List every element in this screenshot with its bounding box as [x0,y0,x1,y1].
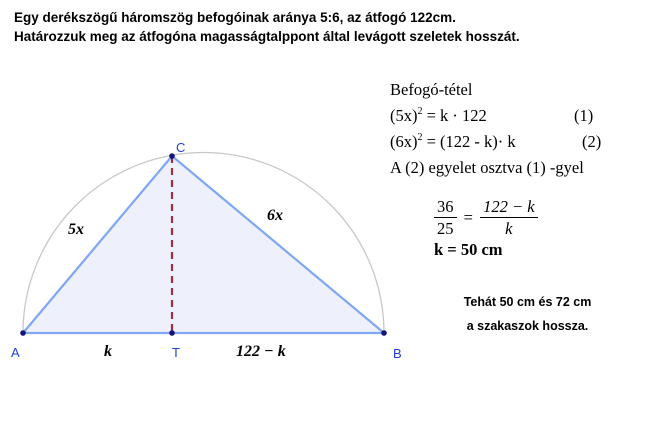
point-t [169,330,175,336]
label-a: A [11,345,20,360]
problem-line-2: Határozzuk meg az átfogóna magasságtalppont által levágott szeletek hosszát. [14,29,520,44]
equation-1-base: (5x) [390,106,418,125]
conclusion [420,290,635,338]
equation-2-exponent: 2 [417,132,423,143]
equation-2 [390,129,602,155]
solution-steps [390,77,602,181]
label-side-ac: 5x [68,221,84,238]
conclusion-line-2: a szakaszok hossza. [466,319,589,333]
division-note: A (2) egyelet osztva (1) -gyel [390,158,584,177]
equation-1 [390,103,594,129]
label-t: T [172,345,180,360]
point-b [381,330,387,336]
theorem-title: Befogó-tétel [390,80,473,99]
fraction-right-denominator-text: k [505,219,513,238]
point-a [20,330,26,336]
equation-2-rhs: = (122 - k)· k [422,132,516,151]
label-b: B [393,346,402,361]
equation-1-rhs: = k · 122 [422,106,487,125]
fraction-left-denominator: 25 [437,219,454,238]
label-segment-tb: 122 − k [236,343,286,360]
fraction-right-denominator [480,218,537,239]
conclusion-line-1: Tehát 50 cm és 72 cm [463,295,592,309]
fraction-right [480,196,537,239]
problem-line-1: Egy derékszögű háromszög befogóinak aránya 5:6, az átfogó 122cm. [14,10,456,25]
equation-1-ref: (1) [574,106,594,125]
triangle [23,156,384,333]
equation-2-ref: (2) [582,132,602,151]
equation-1-exponent: 2 [417,106,423,117]
ratio-equation [434,196,538,239]
label-c: C [176,140,186,155]
fraction-right-numerator [480,196,537,218]
result-k: k = 50 cm [434,240,503,259]
label-side-cb: 6x [267,207,283,224]
fraction-left [434,196,457,239]
fraction-right-numerator-text: 122 − k [483,197,535,216]
point-c [169,153,175,159]
label-segment-at: k [104,343,112,360]
equals-sign: = [463,207,473,227]
fraction-left-numerator: 36 [434,196,457,218]
equation-2-base: (6x) [390,132,418,151]
